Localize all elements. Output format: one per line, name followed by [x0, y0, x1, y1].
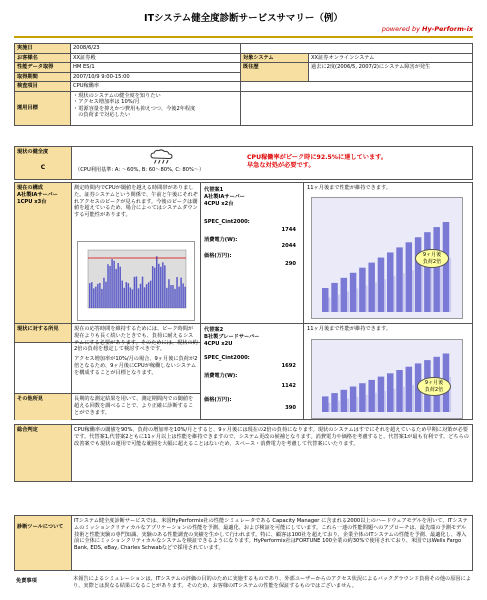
health-legend: （CPU利用基準: A: ～60%, B: 60～80%, C: 80%～）: [75, 167, 205, 173]
current-label3: 1CPU x3台: [17, 198, 47, 205]
summary-label: 総合判定: [15, 425, 71, 481]
chart-bar: [431, 264, 433, 312]
chart-bar: [378, 258, 385, 312]
chart-bar: [97, 284, 99, 308]
chart-bar: [322, 396, 329, 412]
alt1-price-label: 価格(万円):: [204, 253, 232, 259]
summary-text: CPU稼働率の閾値を90%、負荷の増加率を10%/月とすると、9ヶ月後には現在の2倍の負荷になります。現状のシステムはすでにそれを超えているため早期に対策が必要です。代替案1,代替案2ともに11ヶ月以上は性能を維持できますので、システム更改の候補となります。消費電力や価格を考慮すると、代替案1が最も有利です。どちらの改善案でも現状の運用で可能な範囲を大幅に超えることはないため、スペース・消費電力を考慮して代替案にいたります。: [74, 427, 469, 447]
chart-bar: [384, 391, 386, 412]
chart-bar: [341, 390, 347, 412]
chart-bar: [119, 267, 121, 308]
disclaimer-text: 本報告によるシミュレーションは、ITシステムの評価の目的のために実施するものであり、外部ユーザーからのアクセス状況によるバックグラウンド負荷その他の原因により、実際とは異なる結果になることがあります。そのため、お客様のITシステムの性能を保証するものではございません。: [73, 576, 471, 589]
chart-bar: [180, 278, 182, 308]
chart-bar: [138, 288, 140, 308]
chart-bar: [95, 287, 97, 308]
alt2-price-label: 価格(万円):: [204, 397, 232, 403]
powered-prefix: powered by: [381, 25, 423, 33]
chart-bar: [156, 256, 158, 308]
date-value: 2008/6/23: [71, 44, 241, 54]
customer-label: お客様名: [15, 53, 71, 63]
chart-bar: [394, 276, 396, 312]
history-label: 既往歴: [241, 63, 309, 82]
chart-bar: [126, 282, 128, 308]
history-value: 過去に2度(2006/5, 2007/2)にシステム障害が発生: [309, 63, 473, 82]
chart-bar: [170, 285, 172, 308]
chart-bar: [107, 264, 109, 308]
cpu-usage-chart: [77, 241, 195, 321]
chart-bar: [103, 278, 105, 308]
chart-bar: [396, 370, 403, 412]
chart-bar: [150, 281, 152, 308]
chart-bar: [359, 268, 366, 312]
health-label-cell: [15, 147, 71, 179]
chart-bar: [443, 222, 450, 312]
chart-bar: [99, 283, 101, 308]
chart-bar: [412, 270, 414, 312]
alt2-spec-cint-label: SPEC_Cint2000:: [204, 355, 250, 361]
purpose-line: ・電源容量を抑えかつ費用も抑えつつ、今後2年程度: [73, 105, 196, 112]
chart-bar: [403, 273, 405, 312]
chart-bar: [128, 283, 130, 308]
chart-bar: [172, 285, 174, 308]
chart-bar: [350, 387, 357, 413]
chart-bar: [375, 282, 377, 312]
chart-bar: [158, 264, 160, 308]
alt2-spec-cint-value: 1692: [281, 363, 296, 369]
alt2-title1: 代替案2: [204, 327, 224, 333]
alt1-spec-cint-value: 1744: [281, 227, 296, 233]
chart-bar: [329, 298, 331, 312]
alt1-price-value: 290: [285, 261, 296, 267]
health-grade: C: [40, 163, 46, 171]
chart-bar: [415, 237, 422, 312]
analysis-section: [14, 182, 473, 420]
chart-bar: [350, 273, 357, 312]
chart-bar: [406, 242, 413, 312]
item-value: CPU稼働率: [71, 82, 241, 92]
health-section: [14, 146, 473, 180]
chart-bar: [160, 267, 162, 308]
chart-bar: [146, 284, 148, 308]
chart-bar: [356, 397, 358, 412]
powered-by: [382, 25, 473, 33]
alt2-price-value: 390: [285, 405, 296, 411]
title-rule: [14, 36, 473, 38]
chart-bar: [136, 276, 138, 308]
chart-bar: [406, 367, 413, 412]
alt2-title3: 4CPU x2U: [204, 340, 233, 347]
chart-bar: [113, 261, 115, 308]
purpose-line: ・アクセス増加率は 10%/月: [73, 99, 140, 105]
other-label: その他所見: [15, 394, 71, 420]
chart-bar: [154, 268, 156, 308]
chart-bar: [440, 261, 442, 312]
purpose-line: ・現状のシステムの健全度を知りたい: [73, 92, 161, 99]
alt1-power-value: 2044: [281, 243, 296, 249]
chart-bar: [91, 282, 93, 308]
chart-bar: [117, 263, 119, 308]
current-label-cell: [15, 183, 71, 323]
rain-cloud-icon: [149, 149, 175, 165]
customer-value: XX証券殿: [71, 53, 241, 63]
chart-bar: [331, 393, 338, 412]
chart-bar: [424, 232, 431, 312]
chart-bar: [111, 259, 113, 308]
health-alert: [245, 152, 470, 178]
chart-bar: [184, 287, 186, 308]
brand-logo: Hy-Perform-ix: [422, 25, 473, 33]
chart-bar: [144, 287, 146, 308]
health-alert-line1: CPU稼働率がピーク時に92.5%に達しています。: [247, 154, 388, 161]
chart-bar: [387, 252, 394, 312]
chart-bar: [174, 289, 176, 308]
tool-label: 性能データ取得: [15, 63, 71, 73]
tool-text: ITシステム健全度診断サービスでは、米国HyPerformix社の性能シミュレータである Capacity Manager に含まれる2000以上のハードウェアモデルを用いて、ITシステムのミッションクリティカルなアプリケーションの性能を予測、最適化、および検証を可能にしています。これら一連の性能問題へのアプローチは、最先端の予測モデル技術と性能実験の専門知識、実験のある性能調査の実績を生かして行われます。特に、顧客は100社を超えており、企業全体のITシステムの性能を予測、最適化し、導入前に全体にミッションクリティカルなシステムを検証できるようになります。HyPerformix社はFORTUNE 100全業の約30%で使用されており、米国ではWells Fargo Bank, EDS, eBay, Charles Schwabなどで採用されています。: [74, 518, 468, 551]
chart-bar: [338, 295, 340, 312]
alt2-forecast: 11ヶ月後まで性能が維持できます。: [307, 326, 391, 332]
chart-bar: [421, 267, 423, 312]
tool-section: [14, 515, 473, 571]
alt1-spec-cint-label: SPEC_Cint2000:: [204, 219, 250, 225]
current-label2: A社製IAサーバー: [17, 191, 58, 198]
alt2-balloon: 9ヶ月後 負荷2倍: [417, 377, 451, 396]
chart-bar: [368, 380, 375, 412]
chart-bar: [121, 281, 123, 308]
chart-bar: [378, 377, 385, 412]
summary-section: [14, 424, 473, 482]
purpose-line: の負荷まで対応したい: [73, 112, 131, 118]
chart-bar: [387, 373, 394, 412]
disclaimer-label: 免責事項: [16, 578, 37, 584]
chart-bar: [375, 393, 377, 412]
report-title: ITシステム健全度診断サービスサマリー（例）: [144, 13, 343, 24]
tool-value: HM ES/1: [71, 63, 241, 73]
current-text: 測定時間内でCPUが閾値を越える時間帯がありました。証券システムという関係で、午前と午後にそれぞれアクセスのピークが見られます。今後のピークは閾値を超えているため、場合によってはシステムダウンする可能性があります。: [74, 185, 198, 218]
chart-bar: [366, 395, 368, 412]
chart-bar: [124, 288, 126, 308]
chart-bar: [338, 401, 340, 412]
alt2-spec: [204, 327, 296, 417]
alt1-title3: 4CPU x2台: [204, 200, 234, 207]
views-text2: アクセス増加率が10%/月の場合、9ヶ月後に負荷が2倍となるため、9ヶ月後にCPUが稼働しないシステムを構成することが目標となります。: [74, 356, 198, 376]
chart-bar: [140, 284, 142, 308]
chart-bar: [359, 383, 366, 412]
chart-bar: [347, 399, 349, 412]
chart-bar: [162, 262, 164, 308]
chart-bar: [394, 389, 396, 412]
alt1-spec: [204, 187, 296, 319]
chart-bar: [384, 279, 386, 312]
chart-bar: [132, 289, 134, 308]
views-text: [72, 324, 200, 392]
chart-bar: [168, 279, 170, 308]
info-table: [14, 43, 473, 126]
period-label: 取得期間: [15, 72, 71, 82]
chart-bar: [176, 277, 178, 308]
chart-bar: [403, 387, 405, 412]
target-value: XX証券オンラインシステム: [309, 53, 473, 63]
purpose-label: 運用目標: [15, 91, 71, 125]
chart-bar: [449, 258, 451, 312]
purpose-value: [71, 91, 241, 125]
tool-label: 診断ツールについて: [15, 516, 71, 570]
chart-bar: [134, 277, 136, 308]
chart-bar: [178, 287, 180, 308]
chart-bar: [93, 288, 95, 308]
chart-bar: [142, 277, 144, 308]
date-label: 実施日: [15, 44, 71, 54]
chart-bar: [329, 403, 331, 412]
chart-bar: [341, 278, 347, 312]
alt1-title1: 代替案1: [204, 187, 224, 193]
period-value: 2007/10/9 9:00-15:00: [71, 72, 241, 82]
alt1-forecast: 11ヶ月後まで性能が維持できます。: [307, 185, 391, 191]
health-alert-line2: 早急な対処が必要です。: [247, 162, 315, 170]
chart-bar: [347, 292, 349, 312]
chart-bar: [101, 289, 103, 308]
chart-bar: [396, 247, 403, 312]
chart-bar: [152, 266, 154, 308]
chart-bar: [164, 265, 166, 308]
alt2-title2: B社製ブレードサーバー: [204, 333, 260, 340]
disclaimer-section: [14, 576, 473, 598]
chart-bar: [182, 283, 184, 308]
views-text1: 現在の応答時間を維持するためには、ピーク時間が現在よりも長く続いたときでも、負荷に耐えるシステムにする必要があります。そのためには、現状の約2倍の負荷を想定して検討すべきです。: [74, 326, 198, 353]
chart-bar: [331, 283, 338, 312]
item-label: 検査項目: [15, 82, 71, 92]
chart-bar: [322, 288, 329, 312]
chart-bar: [115, 269, 117, 308]
chart-bar: [366, 285, 368, 312]
chart-bar: [109, 266, 111, 308]
chart-bar: [148, 282, 150, 308]
chart-bar: [433, 227, 440, 312]
chart-bar: [412, 385, 414, 412]
chart-bar: [368, 263, 375, 312]
alt2-power-label: 消費電力(W):: [204, 373, 238, 379]
current-label: 現在の構成: [17, 185, 43, 191]
alt1-balloon: 9ヶ月後 負荷2倍: [415, 249, 449, 268]
alt1-power-label: 消費電力(W):: [204, 237, 238, 243]
chart-bar: [166, 288, 168, 308]
alt1-title2: A社製IAサーバー: [204, 193, 245, 200]
target-label: 対象システム: [241, 53, 309, 63]
views-label: 現状に対する所見: [15, 324, 71, 342]
other-text: 長期的な測定結果を用いて、測定期間内での閾値を超える回数を調べることで、より正確に診断することができます。: [74, 396, 194, 416]
health-label: 現状の健全度: [17, 149, 49, 155]
health-legend-cell: [75, 149, 235, 179]
chart-bar: [105, 282, 107, 308]
chart-bar: [130, 288, 132, 308]
alt2-power-value: 1142: [281, 383, 296, 389]
chart-bar: [89, 283, 91, 308]
chart-bar: [356, 288, 358, 312]
